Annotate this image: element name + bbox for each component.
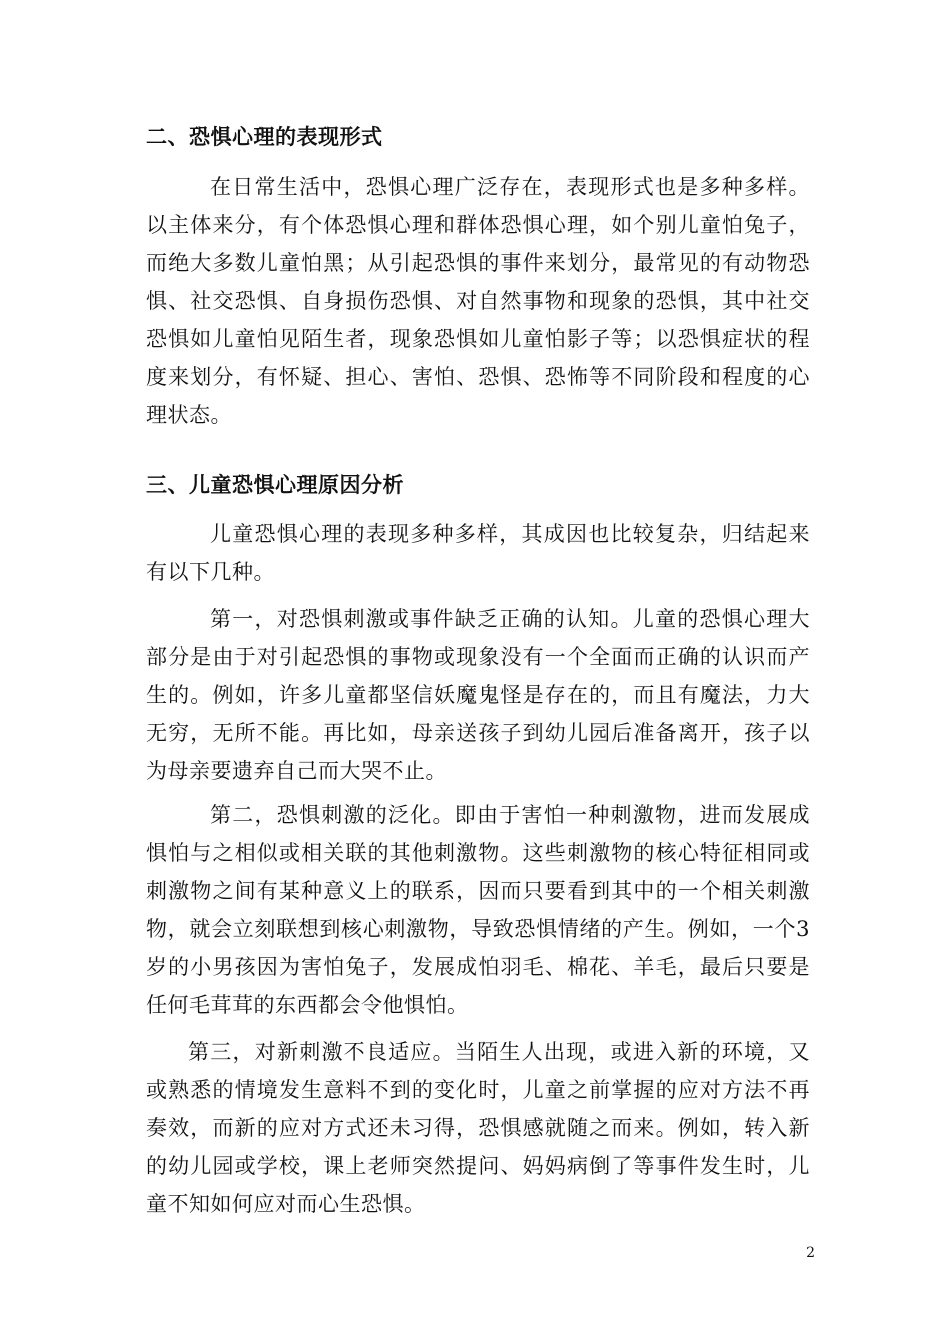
paragraph-causes-intro: 儿童恐惧心理的表现多种多样，其成因也比较复杂，归结起来有以下几种。 xyxy=(146,522,810,584)
paragraph-cause-third: 第三，对新刺激不良适应。当陌生人出现，或进入新的环境，又或熟悉的情境发生意料不到的变化时，儿童之前掌握的应对方法不再奏效，而新的应对方式还未习得，恐惧感就随之而来。例如，转入新的幼儿园或学校，课上老师突然提问、妈妈病倒了等事件发生时，儿童不知如何应对而心生恐惧。 xyxy=(146,1040,810,1216)
section-heading-causes: 三、儿童恐惧心理原因分析 xyxy=(146,473,404,497)
page-number: 2 xyxy=(806,1245,815,1261)
paragraph-cause-second: 第二，恐惧刺激的泛化。即由于害怕一种刺激物，进而发展成惧怕与之相似或相关联的其他刺激物。这些刺激物的核心特征相同或刺激物之间有某种意义上的联系，因而只要看到其中的一个相关刺激物，就会立刻联想到核心刺激物，导致恐惧情绪的产生。例如，一个3岁的小男孩因为害怕兔子，发展成怕羽毛、棉花、羊毛，最后只要是任何毛茸茸的东西都会令他惧怕。 xyxy=(146,803,810,1017)
paragraph-cause-first: 第一，对恐惧刺激或事件缺乏正确的认知。儿童的恐惧心理大部分是由于对引起恐惧的事物或现象没有一个全面而正确的认识而产生的。例如，许多儿童都坚信妖魔鬼怪是存在的，而且有魔法，力大无穷，无所不能。再比如，母亲送孩子到幼儿园后准备离开，孩子以为母亲要遗弃自己而大哭不止。 xyxy=(146,607,810,783)
section-heading-manifestations: 二、恐惧心理的表现形式 xyxy=(146,125,383,149)
paragraph-manifestations: 在日常生活中，恐惧心理广泛存在，表现形式也是多种多样。以主体来分，有个体恐惧心理和群体恐惧心理，如个别儿童怕兔子，而绝大多数儿童怕黑；从引起恐惧的事件来划分，最常见的有动物恐惧、社交恐惧、自身损伤恐惧、对自然事物和现象的恐惧，其中社交恐惧如儿童怕见陌生者，现象恐惧如儿童怕影子等；以恐惧症状的程度来划分，有怀疑、担心、害怕、恐惧、恐怖等不同阶段和程度的心理状态。 xyxy=(146,175,810,427)
